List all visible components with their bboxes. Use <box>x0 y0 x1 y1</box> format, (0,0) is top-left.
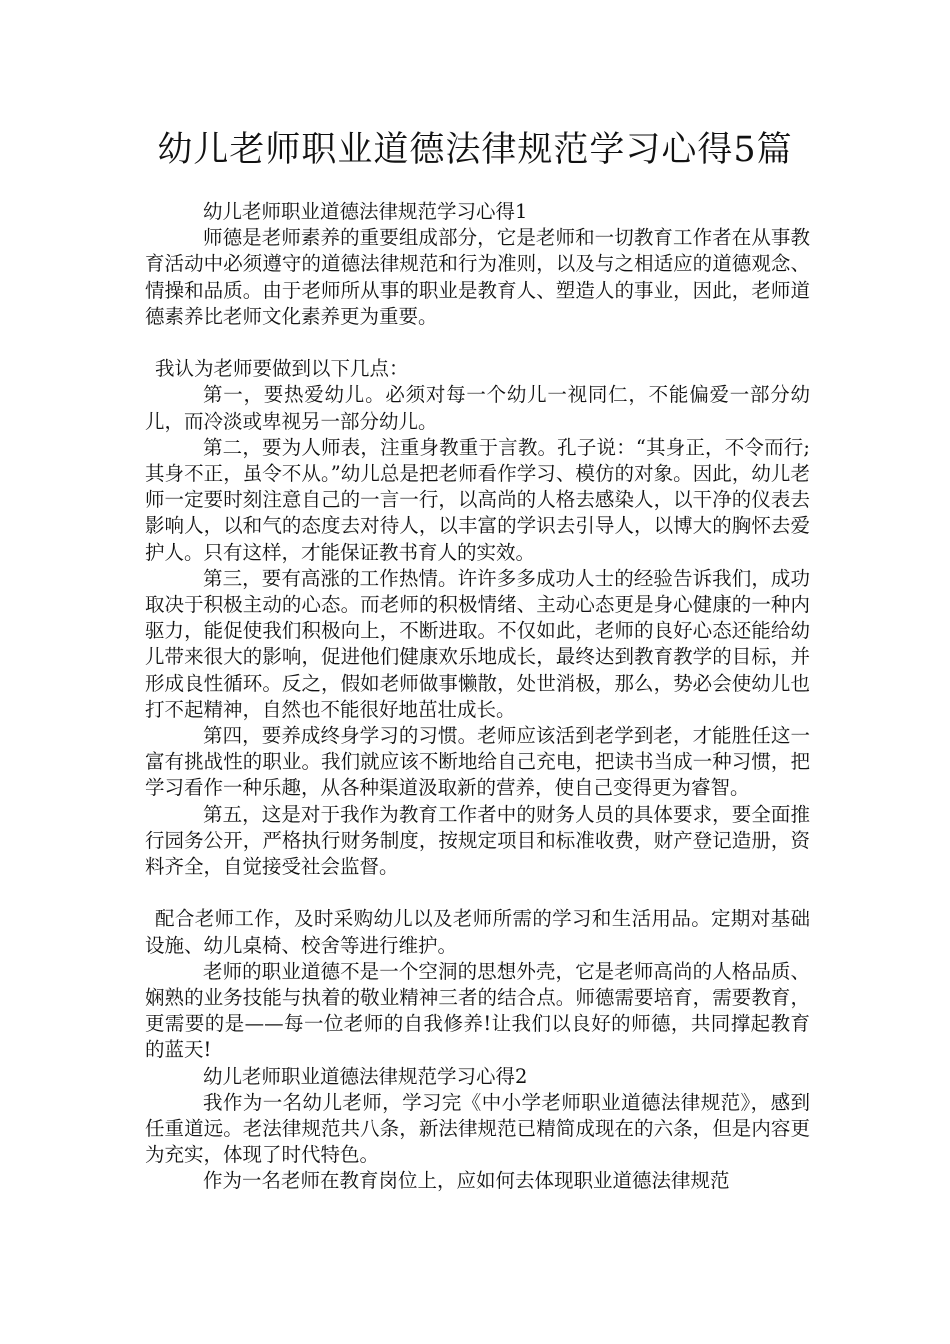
paragraph: 第四，要养成终身学习的习惯。老师应该活到老学到老，才能胜任这一富有挑战性的职业。我们就应该不断地给自己充电，把读书当成一种习惯，把学习看作一种乐趣，从各种渠道汲取新的营养，使自己变得更为睿智。 <box>145 724 810 800</box>
section-heading-2: 幼儿老师职业道德法律规范学习心得2 <box>203 1064 528 1088</box>
blank-line <box>145 330 810 356</box>
document-body <box>145 199 810 1195</box>
blank-line <box>145 880 810 906</box>
paragraph: 老师的职业道德不是一个空洞的思想外壳，它是老师高尚的人格品质、娴熟的业务技能与执着的敬业精神三者的结合点。师德需要培育，需要教育，更需要的是——每一位老师的自我修养!让我们以良好的师德，共同撑起教育的蓝天! <box>145 959 810 1062</box>
paragraph: 作为一名老师在教育岗位上，应如何去体现职业道德法律规范 <box>203 1169 730 1193</box>
paragraph: 配合老师工作，及时采购幼儿以及老师所需的学习和生活用品。定期对基础设施、幼儿桌椅、校舍等进行维护。 <box>145 907 810 957</box>
paragraph: 第三，要有高涨的工作热情。许许多多成功人士的经验告诉我们，成功取决于积极主动的心态。而老师的积极情绪、主动心态更是身心健康的一种内驱力，能促使我们积极向上，不断进取。不仅如此，老师的良好心态还能给幼儿带来很大的影响，促进他们健康欢乐地成长，最终达到教育教学的目标，并形成良性循环。反之，假如老师做事懒散，处世消极，那么，势必会使幼儿也打不起精神，自然也不能很好地茁壮成长。 <box>145 566 810 721</box>
paragraph: 我作为一名幼儿老师，学习完《中小学老师职业道德法律规范》，感到任重道远。老法律规范共八条，新法律规范已精简成现在的六条，但是内容更为充实，体现了时代特色。 <box>145 1090 810 1167</box>
paragraph: 第五，这是对于我作为教育工作者中的财务人员的具体要求，要全面推行园务公开，严格执行财务制度，按规定项目和标准收费，财产登记造册，资料齐全，自觉接受社会监督。 <box>145 802 810 879</box>
section-heading-1: 幼儿老师职业道德法律规范学习心得1 <box>203 200 528 223</box>
paragraph: 第二，要为人师表，注重身教重于言教。孔子说：“其身正，不令而行;其身不正，虽令不从。”幼儿总是把老师看作学习、模仿的对象。因此，幼儿老师一定要时刻注意自己的一言一行，以高尚的人格去感染人，以干净的仪表去影响人，以和气的态度去对待人，以丰富的学识去引导人，以博大的胸怀去爱护人。只有这样，才能保证教书育人的实效。 <box>145 435 810 564</box>
paragraph: 我认为老师要做到以下几点： <box>155 357 409 381</box>
paragraph: 第一，要热爱幼儿。必须对每一个幼儿一视同仁，不能偏爱一部分幼儿，而冷淡或卑视另一部分幼儿。 <box>145 383 810 433</box>
paragraph: 师德是老师素养的重要组成部分，它是老师和一切教育工作者在从事教育活动中必须遵守的道德法律规范和行为准则，以及与之相适应的道德观念、情操和品质。由于老师所从事的职业是教育人、塑造人的事业，因此，老师道德素养比老师文化素养更为重要。 <box>145 226 810 328</box>
document-title: 幼儿老师职业道德法律规范学习心得5篇 <box>157 130 793 170</box>
